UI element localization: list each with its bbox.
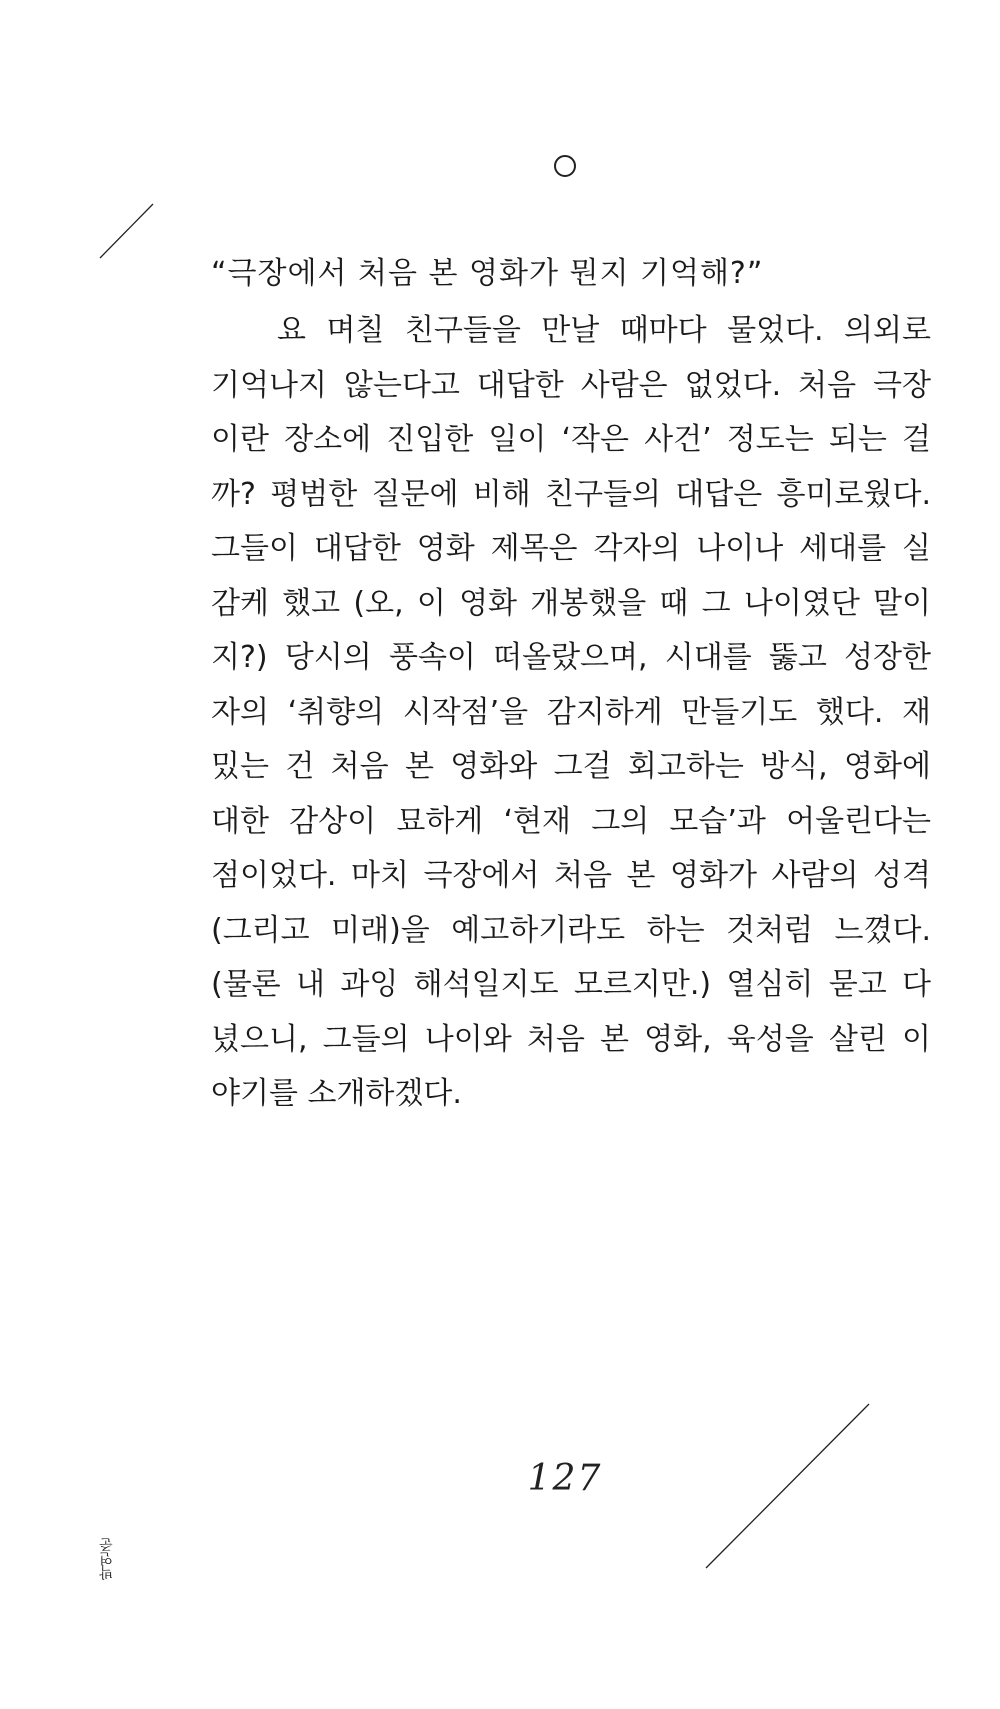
page-number: 127 bbox=[527, 1458, 603, 1499]
paragraph-line: 감케 했고 (오, 이 영화 개봉했을 때 그 나이였단 말이 bbox=[211, 585, 931, 621]
paragraph-line: 요 며칠 친구들을 만날 때마다 물었다. 의외로 bbox=[277, 313, 931, 348]
body-paragraph bbox=[211, 304, 931, 1122]
author-name: 박연준 bbox=[99, 1538, 115, 1580]
circle-ornament-icon bbox=[554, 155, 576, 177]
paragraph-line: (물론 내 과잉 해석일지도 모르지만.) 열심히 묻고 다 bbox=[211, 967, 931, 1002]
opening-quote: “극장에서 처음 본 영화가 뭔지 기억해?” bbox=[211, 256, 764, 291]
paragraph-line: 대한 감상이 묘하게 ‘현재 그의 모습’과 어울린다는 bbox=[211, 803, 931, 839]
paragraph-line: 지?) 당시의 풍속이 떠올랐으며, 시대를 뚫고 성장한 bbox=[211, 640, 931, 675]
top-left-diagonal-line bbox=[100, 204, 153, 258]
paragraph-line: 야기를 소개하겠다. bbox=[211, 1076, 462, 1111]
paragraph-line: 자의 ‘취향의 시작점’을 감지하게 만들기도 했다. 재 bbox=[211, 694, 931, 730]
paragraph-line: 점이었다. 마치 극장에서 처음 본 영화가 사람의 성격 bbox=[211, 858, 931, 893]
paragraph-line: 기억나지 않는다고 대답한 사람은 없었다. 처음 극장 bbox=[211, 367, 931, 403]
paragraph-line: 이란 장소에 진입한 일이 ‘작은 사건’ 정도는 되는 걸 bbox=[211, 422, 931, 457]
paragraph-line: (그리고 미래)을 예고하기라도 하는 것처럼 느꼈다. bbox=[211, 912, 931, 948]
bottom-right-diagonal-line bbox=[706, 1404, 869, 1568]
paragraph-line: 밌는 건 처음 본 영화와 그걸 회고하는 방식, 영화에 bbox=[211, 749, 931, 784]
paragraph-line: 까? 평범한 질문에 비해 친구들의 대답은 흥미로웠다. bbox=[211, 476, 931, 512]
paragraph-line: 녔으니, 그들의 나이와 처음 본 영화, 육성을 살린 이 bbox=[211, 1021, 931, 1057]
paragraph-line: 그들이 대답한 영화 제목은 각자의 나이나 세대를 실 bbox=[211, 531, 931, 566]
